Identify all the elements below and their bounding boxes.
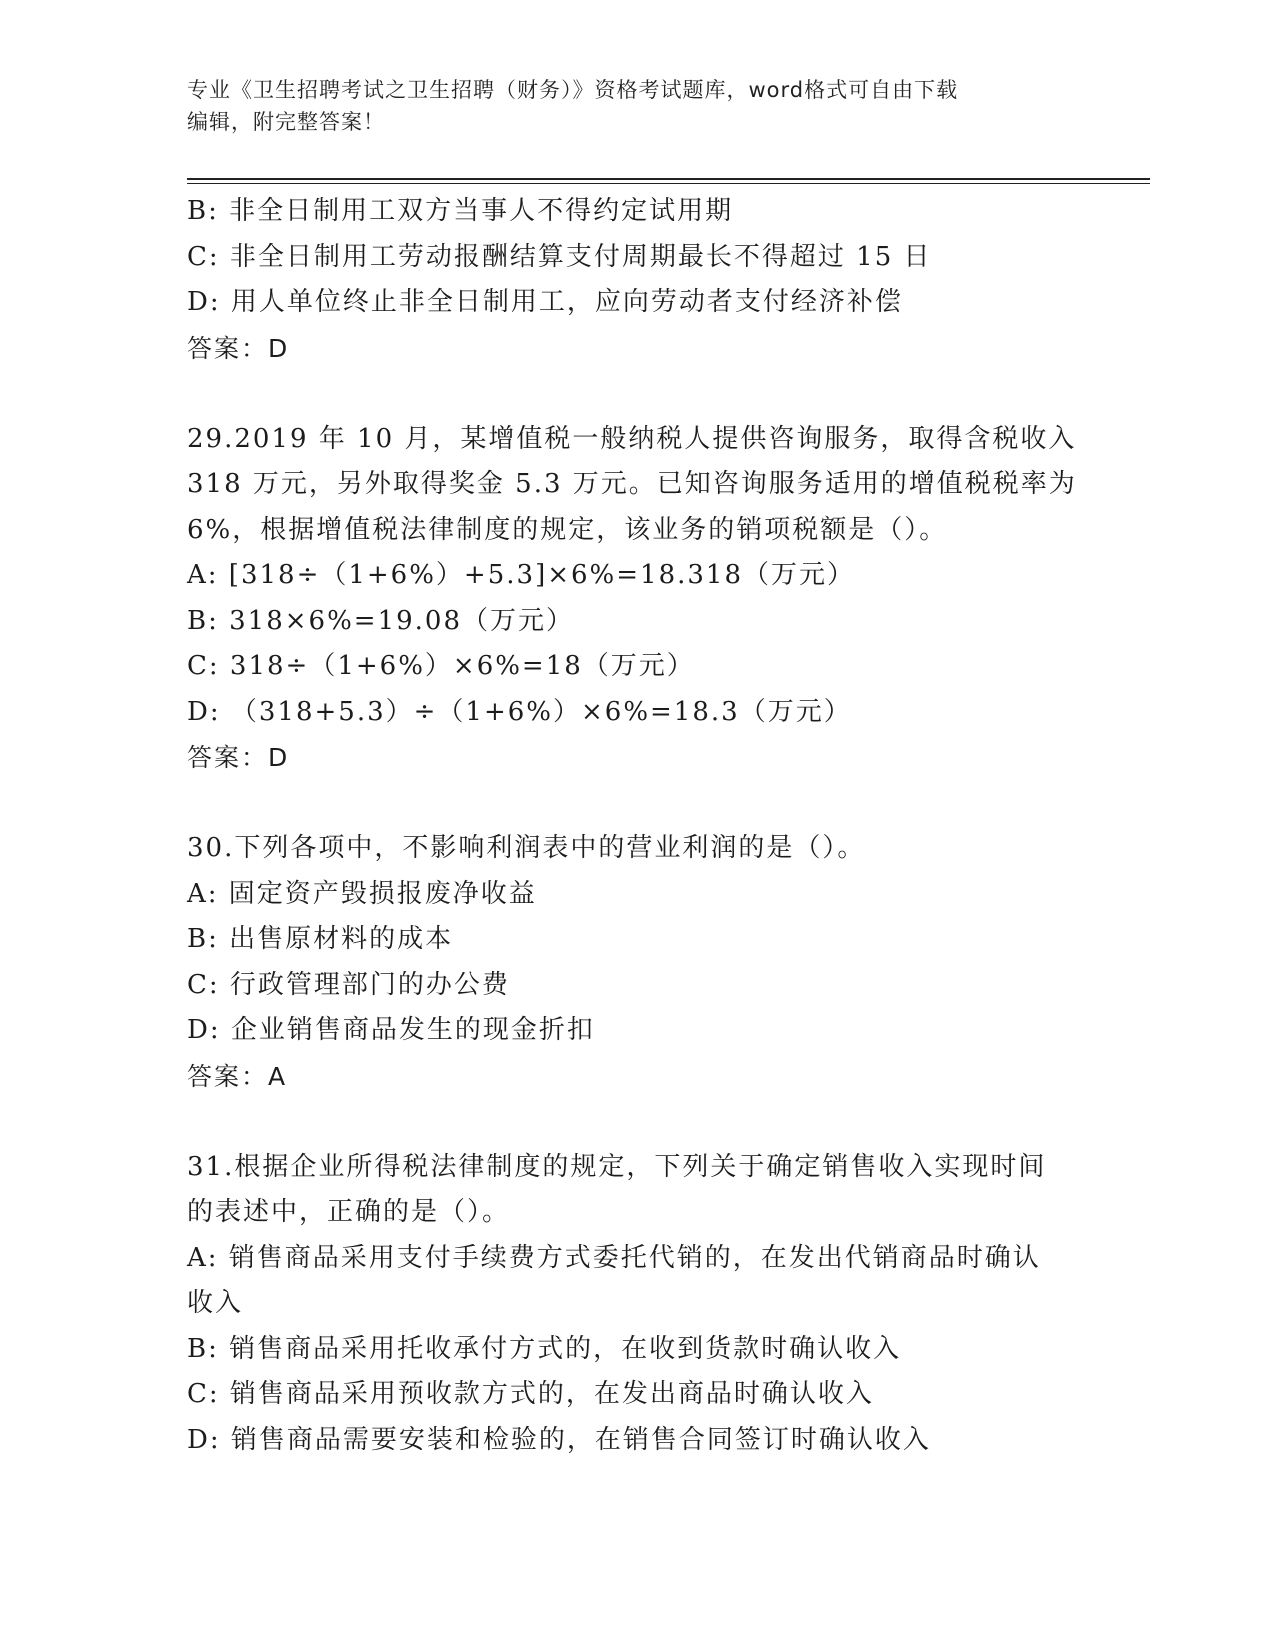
q30-option-b: B: 出售原材料的成本 (187, 924, 454, 954)
q29-stem-line-1: 29.2019 年 10 月，某增值税一般纳税人提供咨询服务，取得含税收入 (187, 423, 1077, 454)
q30-option-d: D: 企业销售商品发生的现金折扣 (187, 1015, 595, 1045)
question-30 (187, 826, 1067, 1099)
q29-option-d: D: （318+5.3）÷（1+6%）×6%=18.3（万元） (187, 696, 852, 727)
q28-answer: 答案：D (187, 333, 290, 363)
q30-stem-line-1: 30.下列各项中，不影响利润表中的营业利润的是（）。 (187, 833, 866, 863)
spacer (187, 781, 1067, 827)
q29-option-a: A: [318÷（1+6%）+5.3]×6%=18.318（万元） (187, 560, 855, 590)
q30-option-c: C: 行政管理部门的办公费 (187, 969, 510, 1000)
q30-answer: 答案：A (187, 1061, 288, 1091)
spacer (187, 1099, 1067, 1145)
q31-option-c: C: 销售商品采用预收款方式的，在发出商品时确认收入 (187, 1379, 874, 1409)
spacer (187, 371, 1067, 417)
q30-option-a: A: 固定资产毁损报废净收益 (187, 878, 537, 909)
header-line-1: 专业《卫生招聘考试之卫生招聘（财务）》资格考试题库，word格式可自由下载 (187, 78, 959, 102)
q29-stem-line-2: 318 万元，另外取得奖金 5.3 万元。已知咨询服务适用的增值税税率为 (187, 469, 1077, 499)
header-line-2: 编辑，附完整答案！ (187, 110, 385, 134)
q28-option-b: B: 非全日制用工双方当事人不得约定试用期 (187, 196, 734, 226)
q29-option-c: C: 318÷（1+6%）×6%=18（万元） (187, 651, 695, 681)
question-29 (187, 417, 1077, 781)
q29-answer: 答案：D (187, 743, 290, 772)
q31-option-d: D: 销售商品需要安装和检验的，在销售合同签订时确认收入 (187, 1424, 931, 1455)
q28-option-c: C: 非全日制用工劳动报酬结算支付周期最长不得超过 15 日 (187, 241, 932, 272)
header-divider-thick (187, 178, 1150, 180)
question-31 (187, 1145, 1067, 1464)
document-header (187, 74, 1087, 138)
q31-option-a-line-2: 收入 (187, 1288, 244, 1318)
q31-stem-line-1: 31.根据企业所得税法律制度的规定，下列关于确定销售收入实现时间 (187, 1151, 1047, 1182)
question-list (187, 189, 1077, 1463)
q31-option-a-line-1: A: 销售商品采用支付手续费方式委托代销的，在发出代销商品时确认 (187, 1242, 1041, 1273)
q31-stem-line-2: 的表述中，正确的是（）。 (187, 1197, 511, 1227)
header-divider-thin (187, 183, 1150, 184)
q29-option-b: B: 318×6%=19.08（万元） (187, 605, 575, 636)
question-28 (187, 189, 1067, 371)
q31-option-b: B: 销售商品采用托收承付方式的，在收到货款时确认收入 (187, 1333, 902, 1364)
q29-stem-line-3: 6%，根据增值税法律制度的规定，该业务的销项税额是（）。 (187, 514, 948, 545)
q28-option-d: D: 用人单位终止非全日制用工，应向劳动者支付经济补偿 (187, 287, 903, 317)
